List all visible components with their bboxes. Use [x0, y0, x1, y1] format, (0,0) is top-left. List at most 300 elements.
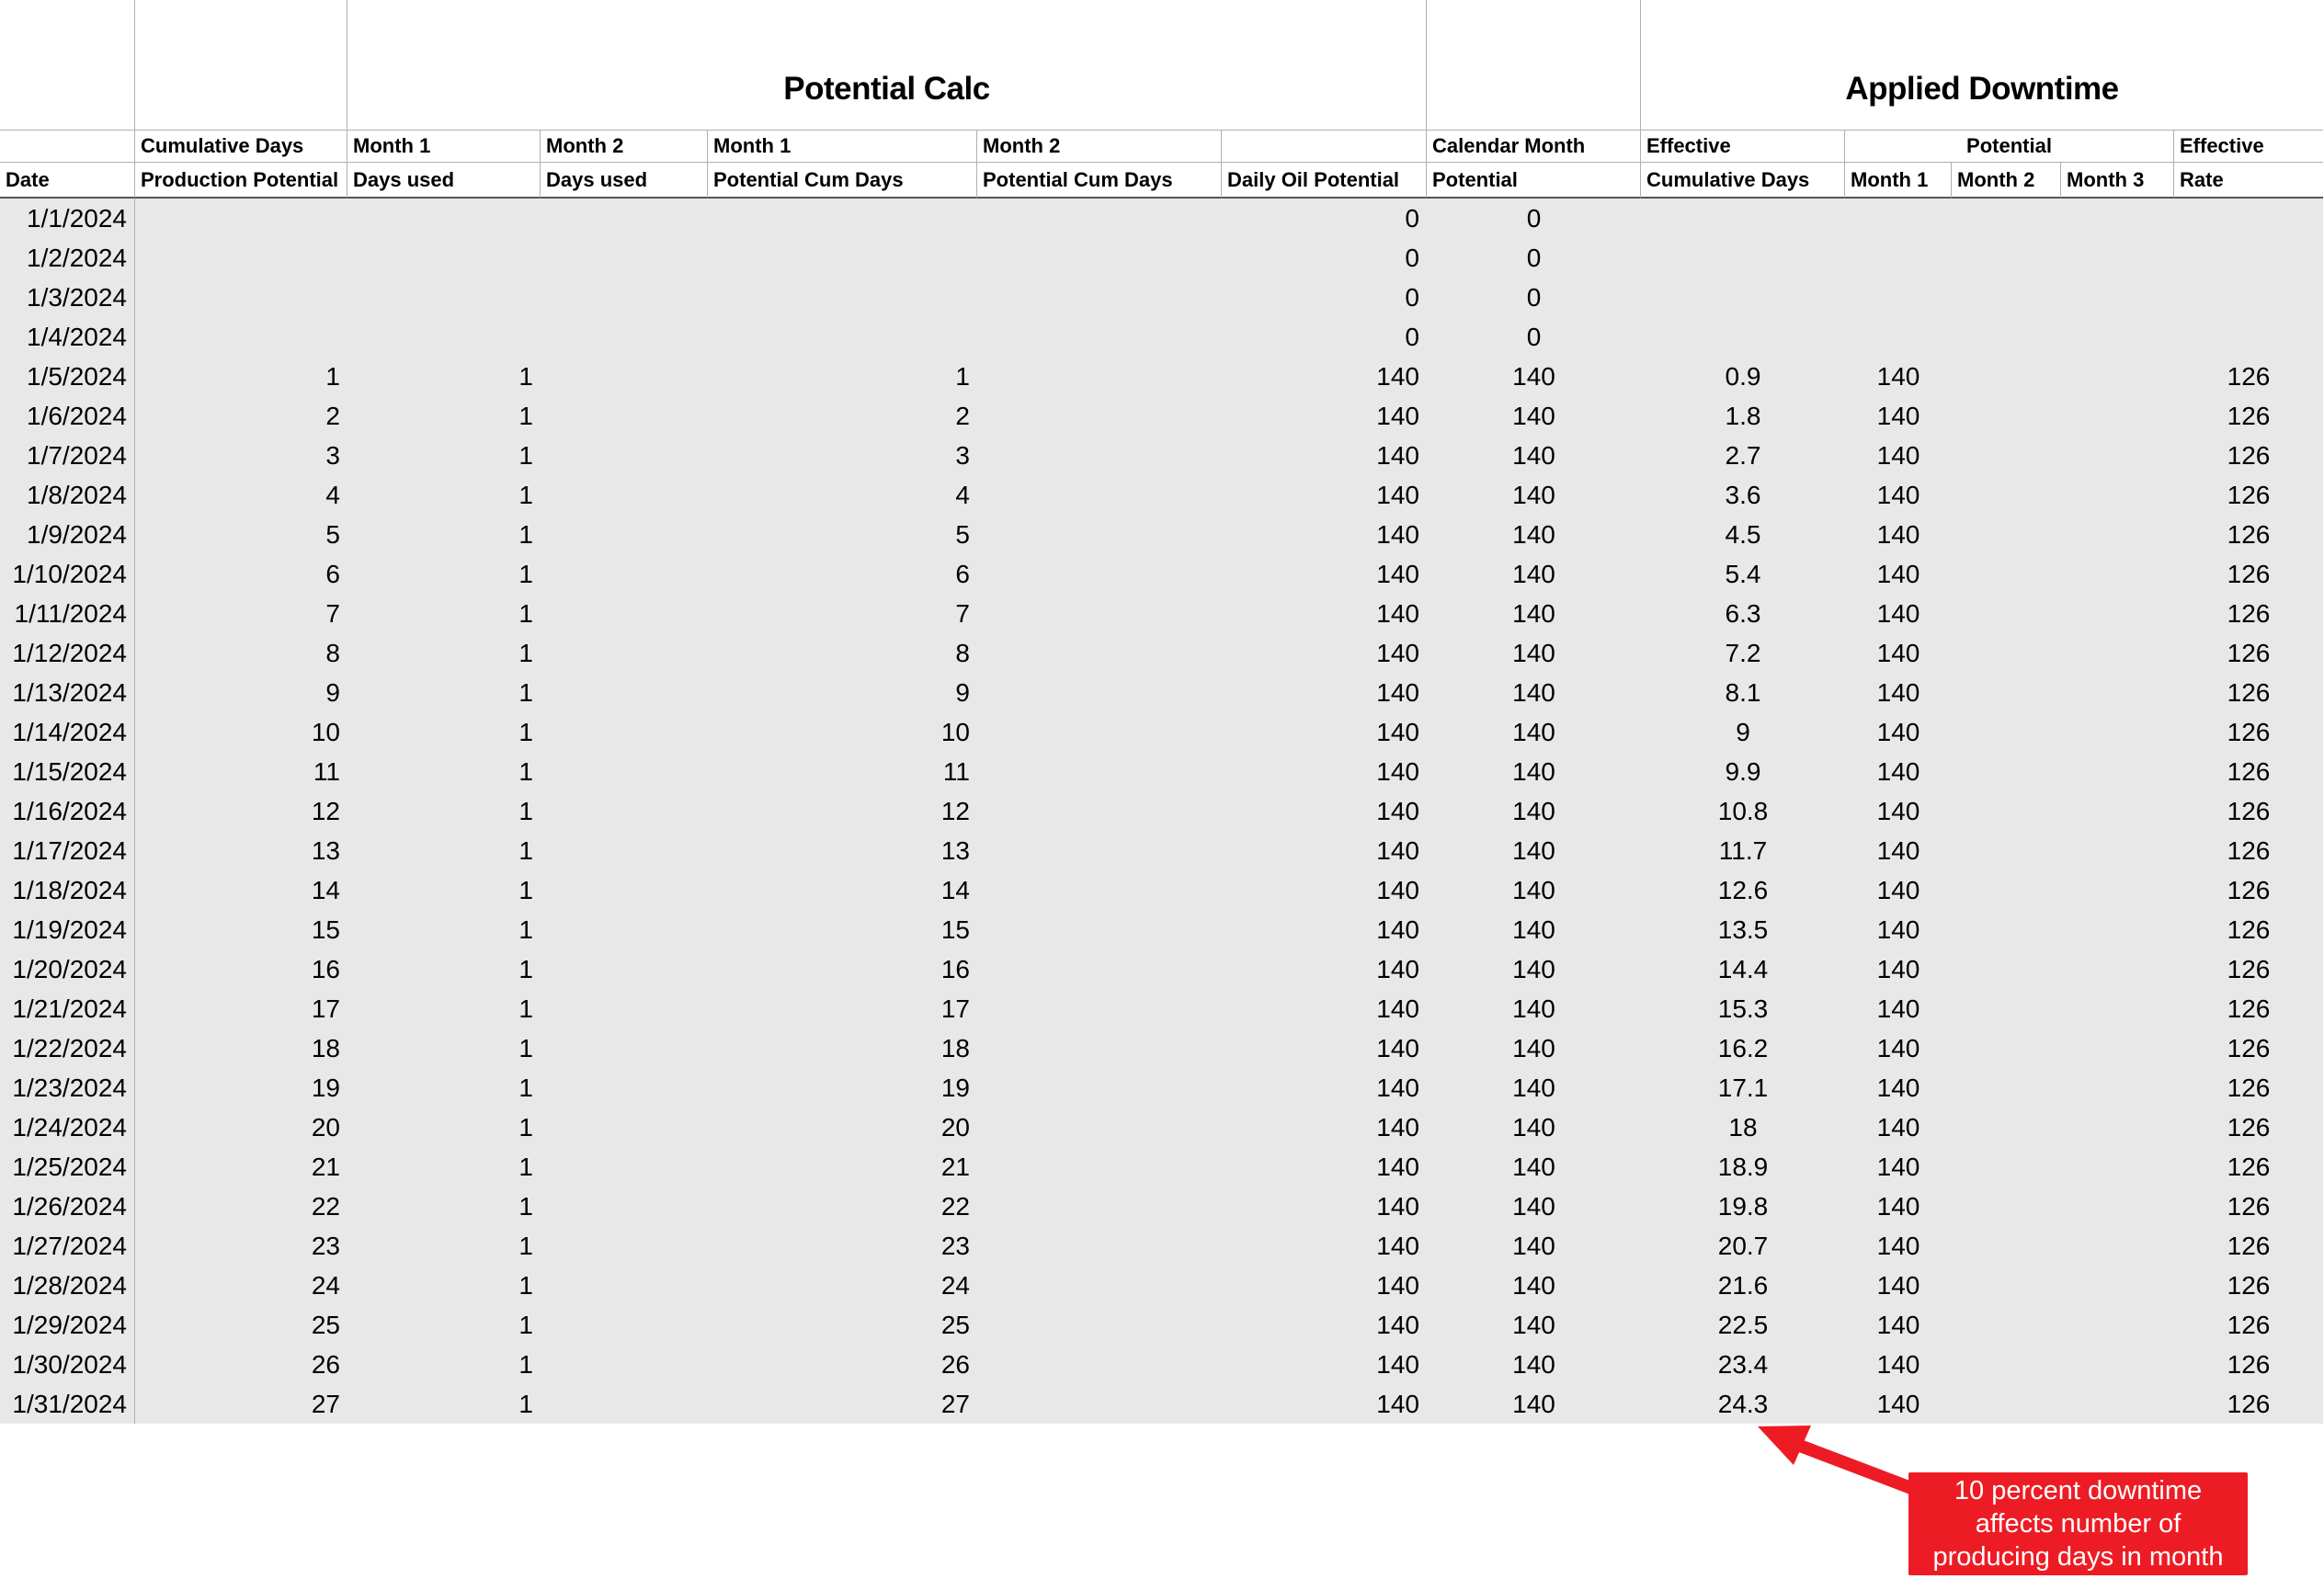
cell-2-production-potential[interactable]	[135, 278, 347, 317]
cell-22-effective-rate[interactable]: 126	[2174, 1068, 2323, 1108]
header2-month-2[interactable]: Month 2	[977, 131, 1222, 163]
cell-22-month1-days-used[interactable]: 1	[347, 1068, 541, 1108]
cell-16-month2-potential-cum-days[interactable]	[977, 831, 1222, 870]
cell-17-month2-potential-cum-days[interactable]	[977, 870, 1222, 910]
cell-7-date[interactable]: 1/8/2024	[0, 475, 135, 515]
cell-28-daily-oil-potential[interactable]: 140	[1222, 1305, 1427, 1345]
cell-11-date[interactable]: 1/12/2024	[0, 633, 135, 673]
cell-23-month1-potential-cum-days[interactable]: 20	[708, 1108, 977, 1147]
cell-30-calendar-month-potential[interactable]: 140	[1427, 1384, 1641, 1424]
cell-21-month1[interactable]: 140	[1845, 1028, 1952, 1068]
cell-0-month1-potential-cum-days[interactable]	[708, 199, 977, 238]
cell-3-effective-cumulative-days[interactable]	[1641, 317, 1845, 357]
cell-1-daily-oil-potential[interactable]: 0	[1222, 238, 1427, 278]
cell-25-month2[interactable]	[1952, 1187, 2061, 1226]
cell-20-month2[interactable]	[1952, 989, 2061, 1028]
cell-6-month1-potential-cum-days[interactable]: 3	[708, 436, 977, 475]
cell-28-month2-days-used[interactable]	[541, 1305, 708, 1345]
cell-30-month1-potential-cum-days[interactable]: 27	[708, 1384, 977, 1424]
cell-10-month1-potential-cum-days[interactable]: 7	[708, 594, 977, 633]
cell-5-effective-cumulative-days[interactable]: 1.8	[1641, 396, 1845, 436]
cell-12-month2-days-used[interactable]	[541, 673, 708, 712]
cell-29-month1-days-used[interactable]: 1	[347, 1345, 541, 1384]
cell-3-month2-days-used[interactable]	[541, 317, 708, 357]
cell-8-month2-potential-cum-days[interactable]	[977, 515, 1222, 554]
cell-9-effective-rate[interactable]: 126	[2174, 554, 2323, 594]
cell-21-date[interactable]: 1/22/2024	[0, 1028, 135, 1068]
cell-18-month2-days-used[interactable]	[541, 910, 708, 949]
cell-19-effective-rate[interactable]: 126	[2174, 949, 2323, 989]
cell-8-month3[interactable]	[2061, 515, 2174, 554]
cell-23-month2[interactable]	[1952, 1108, 2061, 1147]
cell-5-month1-potential-cum-days[interactable]: 2	[708, 396, 977, 436]
cell-22-date[interactable]: 1/23/2024	[0, 1068, 135, 1108]
header3-daily-oil-potential[interactable]: Daily Oil Potential	[1222, 163, 1427, 199]
cell-20-date[interactable]: 1/21/2024	[0, 989, 135, 1028]
cell-17-daily-oil-potential[interactable]: 140	[1222, 870, 1427, 910]
cell-7-month1[interactable]: 140	[1845, 475, 1952, 515]
header3-effective-rate[interactable]: Rate	[2174, 163, 2323, 199]
cell-21-month2[interactable]	[1952, 1028, 2061, 1068]
cell-10-month1[interactable]: 140	[1845, 594, 1952, 633]
cell-8-daily-oil-potential[interactable]: 140	[1222, 515, 1427, 554]
cell-28-month2[interactable]	[1952, 1305, 2061, 1345]
cell-17-effective-cumulative-days[interactable]: 12.6	[1641, 870, 1845, 910]
cell-3-month1-days-used[interactable]	[347, 317, 541, 357]
header2-effective[interactable]: Effective	[2174, 131, 2323, 163]
cell-21-month1-days-used[interactable]: 1	[347, 1028, 541, 1068]
cell-12-month1-days-used[interactable]: 1	[347, 673, 541, 712]
cell-15-effective-rate[interactable]: 126	[2174, 791, 2323, 831]
cell-27-month1-days-used[interactable]: 1	[347, 1266, 541, 1305]
cell-9-month3[interactable]	[2061, 554, 2174, 594]
cell-8-month1-potential-cum-days[interactable]: 5	[708, 515, 977, 554]
cell-27-month2[interactable]	[1952, 1266, 2061, 1305]
cell-20-daily-oil-potential[interactable]: 140	[1222, 989, 1427, 1028]
cell-11-production-potential[interactable]: 8	[135, 633, 347, 673]
cell-23-month1[interactable]: 140	[1845, 1108, 1952, 1147]
cell-6-effective-cumulative-days[interactable]: 2.7	[1641, 436, 1845, 475]
cell-28-month1-potential-cum-days[interactable]: 25	[708, 1305, 977, 1345]
cell-24-month1-days-used[interactable]: 1	[347, 1147, 541, 1187]
cell-7-month2-days-used[interactable]	[541, 475, 708, 515]
cell-18-effective-rate[interactable]: 126	[2174, 910, 2323, 949]
cell-20-month1-days-used[interactable]: 1	[347, 989, 541, 1028]
cell-13-effective-rate[interactable]: 126	[2174, 712, 2323, 752]
cell-7-calendar-month-potential[interactable]: 140	[1427, 475, 1641, 515]
cell-5-month2-potential-cum-days[interactable]	[977, 396, 1222, 436]
cell-30-production-potential[interactable]: 27	[135, 1384, 347, 1424]
cell-10-calendar-month-potential[interactable]: 140	[1427, 594, 1641, 633]
cell-17-month2-days-used[interactable]	[541, 870, 708, 910]
cell-21-production-potential[interactable]: 18	[135, 1028, 347, 1068]
cell-4-production-potential[interactable]: 1	[135, 357, 347, 396]
cell-4-calendar-month-potential[interactable]: 140	[1427, 357, 1641, 396]
cell-18-calendar-month-potential[interactable]: 140	[1427, 910, 1641, 949]
header2-effective[interactable]: Effective	[1641, 131, 1845, 163]
cell-30-month1-days-used[interactable]: 1	[347, 1384, 541, 1424]
cell-4-month3[interactable]	[2061, 357, 2174, 396]
cell-10-date[interactable]: 1/11/2024	[0, 594, 135, 633]
cell-23-date[interactable]: 1/24/2024	[0, 1108, 135, 1147]
cell-16-effective-rate[interactable]: 126	[2174, 831, 2323, 870]
cell-16-daily-oil-potential[interactable]: 140	[1222, 831, 1427, 870]
cell-21-month2-potential-cum-days[interactable]	[977, 1028, 1222, 1068]
cell-18-date[interactable]: 1/19/2024	[0, 910, 135, 949]
cell-9-date[interactable]: 1/10/2024	[0, 554, 135, 594]
cell-28-effective-cumulative-days[interactable]: 22.5	[1641, 1305, 1845, 1345]
cell-11-effective-rate[interactable]: 126	[2174, 633, 2323, 673]
cell-30-date[interactable]: 1/31/2024	[0, 1384, 135, 1424]
cell-0-effective-cumulative-days[interactable]	[1641, 199, 1845, 238]
cell-3-month2[interactable]	[1952, 317, 2061, 357]
cell-12-month1-potential-cum-days[interactable]: 9	[708, 673, 977, 712]
cell-6-calendar-month-potential[interactable]: 140	[1427, 436, 1641, 475]
cell-12-production-potential[interactable]: 9	[135, 673, 347, 712]
cell-8-effective-cumulative-days[interactable]: 4.5	[1641, 515, 1845, 554]
cell-19-month1-potential-cum-days[interactable]: 16	[708, 949, 977, 989]
cell-29-daily-oil-potential[interactable]: 140	[1222, 1345, 1427, 1384]
cell-15-daily-oil-potential[interactable]: 140	[1222, 791, 1427, 831]
cell-5-effective-rate[interactable]: 126	[2174, 396, 2323, 436]
cell-23-month1-days-used[interactable]: 1	[347, 1108, 541, 1147]
cell-6-month1[interactable]: 140	[1845, 436, 1952, 475]
cell-24-month2-potential-cum-days[interactable]	[977, 1147, 1222, 1187]
cell-2-effective-rate[interactable]	[2174, 278, 2323, 317]
cell-25-calendar-month-potential[interactable]: 140	[1427, 1187, 1641, 1226]
cell-17-production-potential[interactable]: 14	[135, 870, 347, 910]
cell-2-month3[interactable]	[2061, 278, 2174, 317]
cell-26-production-potential[interactable]: 23	[135, 1226, 347, 1266]
cell-2-month1[interactable]	[1845, 278, 1952, 317]
cell-25-month1[interactable]: 140	[1845, 1187, 1952, 1226]
cell-15-date[interactable]: 1/16/2024	[0, 791, 135, 831]
cell-6-month2-days-used[interactable]	[541, 436, 708, 475]
cell-5-calendar-month-potential[interactable]: 140	[1427, 396, 1641, 436]
cell-24-month1[interactable]: 140	[1845, 1147, 1952, 1187]
cell-17-month3[interactable]	[2061, 870, 2174, 910]
cell-13-month1-days-used[interactable]: 1	[347, 712, 541, 752]
header2-month-1[interactable]: Month 1	[347, 131, 541, 163]
cell-17-effective-rate[interactable]: 126	[2174, 870, 2323, 910]
cell-24-daily-oil-potential[interactable]: 140	[1222, 1147, 1427, 1187]
cell-3-month1-potential-cum-days[interactable]	[708, 317, 977, 357]
cell-1-month2[interactable]	[1952, 238, 2061, 278]
cell-28-date[interactable]: 1/29/2024	[0, 1305, 135, 1345]
cell-11-calendar-month-potential[interactable]: 140	[1427, 633, 1641, 673]
cell-4-month2-days-used[interactable]	[541, 357, 708, 396]
cell-27-month2-days-used[interactable]	[541, 1266, 708, 1305]
cell-3-effective-rate[interactable]	[2174, 317, 2323, 357]
cell-16-month3[interactable]	[2061, 831, 2174, 870]
cell-0-production-potential[interactable]	[135, 199, 347, 238]
cell-16-month1-days-used[interactable]: 1	[347, 831, 541, 870]
cell-22-month2-potential-cum-days[interactable]	[977, 1068, 1222, 1108]
cell-28-month1[interactable]: 140	[1845, 1305, 1952, 1345]
cell-6-date[interactable]: 1/7/2024	[0, 436, 135, 475]
cell-6-month2[interactable]	[1952, 436, 2061, 475]
cell-24-calendar-month-potential[interactable]: 140	[1427, 1147, 1641, 1187]
cell-30-effective-cumulative-days[interactable]: 24.3	[1641, 1384, 1845, 1424]
cell-27-effective-rate[interactable]: 126	[2174, 1266, 2323, 1305]
cell-22-effective-cumulative-days[interactable]: 17.1	[1641, 1068, 1845, 1108]
cell-22-daily-oil-potential[interactable]: 140	[1222, 1068, 1427, 1108]
cell-18-effective-cumulative-days[interactable]: 13.5	[1641, 910, 1845, 949]
header3-production-potential[interactable]: Production Potential	[135, 163, 347, 199]
cell-15-month2-potential-cum-days[interactable]	[977, 791, 1222, 831]
cell-28-effective-rate[interactable]: 126	[2174, 1305, 2323, 1345]
cell-4-daily-oil-potential[interactable]: 140	[1222, 357, 1427, 396]
cell-21-calendar-month-potential[interactable]: 140	[1427, 1028, 1641, 1068]
cell-13-production-potential[interactable]: 10	[135, 712, 347, 752]
cell-0-month2-potential-cum-days[interactable]	[977, 199, 1222, 238]
cell-19-month1[interactable]: 140	[1845, 949, 1952, 989]
cell-27-date[interactable]: 1/28/2024	[0, 1266, 135, 1305]
cell-29-production-potential[interactable]: 26	[135, 1345, 347, 1384]
cell-14-daily-oil-potential[interactable]: 140	[1222, 752, 1427, 791]
cell-26-month2[interactable]	[1952, 1226, 2061, 1266]
cell-30-month2[interactable]	[1952, 1384, 2061, 1424]
cell-5-month1-days-used[interactable]: 1	[347, 396, 541, 436]
cell-6-daily-oil-potential[interactable]: 140	[1222, 436, 1427, 475]
cell-4-month1[interactable]: 140	[1845, 357, 1952, 396]
cell-18-daily-oil-potential[interactable]: 140	[1222, 910, 1427, 949]
cell-29-date[interactable]: 1/30/2024	[0, 1345, 135, 1384]
cell-1-month2-potential-cum-days[interactable]	[977, 238, 1222, 278]
cell-11-effective-cumulative-days[interactable]: 7.2	[1641, 633, 1845, 673]
cell-5-month3[interactable]	[2061, 396, 2174, 436]
header3-month2-potential-cum-days[interactable]: Potential Cum Days	[977, 163, 1222, 199]
header2-calendar-month[interactable]: Calendar Month	[1427, 131, 1641, 163]
cell-3-month2-potential-cum-days[interactable]	[977, 317, 1222, 357]
cell-7-daily-oil-potential[interactable]: 140	[1222, 475, 1427, 515]
cell-5-month2-days-used[interactable]	[541, 396, 708, 436]
cell-30-month2-days-used[interactable]	[541, 1384, 708, 1424]
header3-month1[interactable]: Month 1	[1845, 163, 1952, 199]
cell-17-month1-potential-cum-days[interactable]: 14	[708, 870, 977, 910]
header3-month3[interactable]: Month 3	[2061, 163, 2174, 199]
cell-2-calendar-month-potential[interactable]: 0	[1427, 278, 1641, 317]
cell-19-month1-days-used[interactable]: 1	[347, 949, 541, 989]
cell-11-daily-oil-potential[interactable]: 140	[1222, 633, 1427, 673]
cell-27-month2-potential-cum-days[interactable]	[977, 1266, 1222, 1305]
cell-28-month1-days-used[interactable]: 1	[347, 1305, 541, 1345]
cell-23-effective-rate[interactable]: 126	[2174, 1108, 2323, 1147]
cell-26-month1[interactable]: 140	[1845, 1226, 1952, 1266]
cell-9-month2-potential-cum-days[interactable]	[977, 554, 1222, 594]
cell-7-effective-cumulative-days[interactable]: 3.6	[1641, 475, 1845, 515]
cell-19-calendar-month-potential[interactable]: 140	[1427, 949, 1641, 989]
cell-9-calendar-month-potential[interactable]: 140	[1427, 554, 1641, 594]
cell-14-month1-days-used[interactable]: 1	[347, 752, 541, 791]
cell-29-month2[interactable]	[1952, 1345, 2061, 1384]
cell-11-month2[interactable]	[1952, 633, 2061, 673]
cell-22-month3[interactable]	[2061, 1068, 2174, 1108]
cell-29-month1-potential-cum-days[interactable]: 26	[708, 1345, 977, 1384]
cell-2-month2-potential-cum-days[interactable]	[977, 278, 1222, 317]
cell-27-daily-oil-potential[interactable]: 140	[1222, 1266, 1427, 1305]
cell-6-month2-potential-cum-days[interactable]	[977, 436, 1222, 475]
cell-7-month1-days-used[interactable]: 1	[347, 475, 541, 515]
cell-29-calendar-month-potential[interactable]: 140	[1427, 1345, 1641, 1384]
cell-9-daily-oil-potential[interactable]: 140	[1222, 554, 1427, 594]
header3-month1-potential-cum-days[interactable]: Potential Cum Days	[708, 163, 977, 199]
header3-month2-days-used[interactable]: Days used	[541, 163, 708, 199]
cell-21-month3[interactable]	[2061, 1028, 2174, 1068]
cell-22-month2-days-used[interactable]	[541, 1068, 708, 1108]
header2-blank-0[interactable]	[0, 131, 135, 163]
header3-month2[interactable]: Month 2	[1952, 163, 2061, 199]
cell-8-date[interactable]: 1/9/2024	[0, 515, 135, 554]
cell-28-production-potential[interactable]: 25	[135, 1305, 347, 1345]
cell-5-month2[interactable]	[1952, 396, 2061, 436]
cell-10-month2-potential-cum-days[interactable]	[977, 594, 1222, 633]
cell-1-calendar-month-potential[interactable]: 0	[1427, 238, 1641, 278]
cell-14-month3[interactable]	[2061, 752, 2174, 791]
cell-16-date[interactable]: 1/17/2024	[0, 831, 135, 870]
cell-19-production-potential[interactable]: 16	[135, 949, 347, 989]
cell-1-effective-cumulative-days[interactable]	[1641, 238, 1845, 278]
cell-14-month2[interactable]	[1952, 752, 2061, 791]
cell-11-month1-potential-cum-days[interactable]: 8	[708, 633, 977, 673]
cell-28-month2-potential-cum-days[interactable]	[977, 1305, 1222, 1345]
cell-20-effective-cumulative-days[interactable]: 15.3	[1641, 989, 1845, 1028]
cell-30-daily-oil-potential[interactable]: 140	[1222, 1384, 1427, 1424]
cell-1-month1[interactable]	[1845, 238, 1952, 278]
cell-7-month3[interactable]	[2061, 475, 2174, 515]
cell-22-month2[interactable]	[1952, 1068, 2061, 1108]
cell-5-month1[interactable]: 140	[1845, 396, 1952, 436]
cell-0-month2[interactable]	[1952, 199, 2061, 238]
cell-24-date[interactable]: 1/25/2024	[0, 1147, 135, 1187]
cell-9-production-potential[interactable]: 6	[135, 554, 347, 594]
cell-2-month1-potential-cum-days[interactable]	[708, 278, 977, 317]
cell-12-effective-cumulative-days[interactable]: 8.1	[1641, 673, 1845, 712]
cell-9-month2[interactable]	[1952, 554, 2061, 594]
cell-17-month2[interactable]	[1952, 870, 2061, 910]
section-title-potential-calc[interactable]: Potential Calc	[347, 0, 1427, 131]
cell-7-effective-rate[interactable]: 126	[2174, 475, 2323, 515]
section-title-applied-downtime[interactable]: Applied Downtime	[1641, 0, 2323, 131]
cell-6-month1-days-used[interactable]: 1	[347, 436, 541, 475]
cell-7-month2[interactable]	[1952, 475, 2061, 515]
cell-12-month2[interactable]	[1952, 673, 2061, 712]
cell-27-calendar-month-potential[interactable]: 140	[1427, 1266, 1641, 1305]
cell-13-month2-days-used[interactable]	[541, 712, 708, 752]
cell-22-month1[interactable]: 140	[1845, 1068, 1952, 1108]
cell-18-month2[interactable]	[1952, 910, 2061, 949]
cell-9-month1-days-used[interactable]: 1	[347, 554, 541, 594]
cell-19-month2-potential-cum-days[interactable]	[977, 949, 1222, 989]
cell-20-effective-rate[interactable]: 126	[2174, 989, 2323, 1028]
cell-16-month2[interactable]	[1952, 831, 2061, 870]
cell-25-month1-days-used[interactable]: 1	[347, 1187, 541, 1226]
cell-25-production-potential[interactable]: 22	[135, 1187, 347, 1226]
cell-16-effective-cumulative-days[interactable]: 11.7	[1641, 831, 1845, 870]
cell-15-month1[interactable]: 140	[1845, 791, 1952, 831]
cell-17-date[interactable]: 1/18/2024	[0, 870, 135, 910]
cell-8-effective-rate[interactable]: 126	[2174, 515, 2323, 554]
cell-13-daily-oil-potential[interactable]: 140	[1222, 712, 1427, 752]
cell-29-effective-cumulative-days[interactable]: 23.4	[1641, 1345, 1845, 1384]
cell-26-calendar-month-potential[interactable]: 140	[1427, 1226, 1641, 1266]
title-cell-blank-b[interactable]	[135, 0, 347, 131]
cell-23-effective-cumulative-days[interactable]: 18	[1641, 1108, 1845, 1147]
cell-19-daily-oil-potential[interactable]: 140	[1222, 949, 1427, 989]
cell-29-month3[interactable]	[2061, 1345, 2174, 1384]
cell-21-daily-oil-potential[interactable]: 140	[1222, 1028, 1427, 1068]
cell-13-month1[interactable]: 140	[1845, 712, 1952, 752]
cell-20-month1[interactable]: 140	[1845, 989, 1952, 1028]
cell-4-month1-potential-cum-days[interactable]: 1	[708, 357, 977, 396]
cell-23-month2-days-used[interactable]	[541, 1108, 708, 1147]
cell-3-daily-oil-potential[interactable]: 0	[1222, 317, 1427, 357]
cell-9-effective-cumulative-days[interactable]: 5.4	[1641, 554, 1845, 594]
cell-14-date[interactable]: 1/15/2024	[0, 752, 135, 791]
cell-4-month2[interactable]	[1952, 357, 2061, 396]
header3-month1-days-used[interactable]: Days used	[347, 163, 541, 199]
cell-24-month1-potential-cum-days[interactable]: 21	[708, 1147, 977, 1187]
cell-15-effective-cumulative-days[interactable]: 10.8	[1641, 791, 1845, 831]
cell-23-calendar-month-potential[interactable]: 140	[1427, 1108, 1641, 1147]
header2-cumulative-days[interactable]: Cumulative Days	[135, 131, 347, 163]
cell-5-date[interactable]: 1/6/2024	[0, 396, 135, 436]
cell-16-month2-days-used[interactable]	[541, 831, 708, 870]
cell-19-month3[interactable]	[2061, 949, 2174, 989]
cell-3-month3[interactable]	[2061, 317, 2174, 357]
cell-14-month1-potential-cum-days[interactable]: 11	[708, 752, 977, 791]
cell-13-month2[interactable]	[1952, 712, 2061, 752]
cell-20-calendar-month-potential[interactable]: 140	[1427, 989, 1641, 1028]
cell-14-month2-potential-cum-days[interactable]	[977, 752, 1222, 791]
header2-month-1[interactable]: Month 1	[708, 131, 977, 163]
cell-1-date[interactable]: 1/2/2024	[0, 238, 135, 278]
cell-25-month2-potential-cum-days[interactable]	[977, 1187, 1222, 1226]
cell-3-calendar-month-potential[interactable]: 0	[1427, 317, 1641, 357]
cell-10-month3[interactable]	[2061, 594, 2174, 633]
cell-1-month1-days-used[interactable]	[347, 238, 541, 278]
cell-15-month1-days-used[interactable]: 1	[347, 791, 541, 831]
cell-9-month1-potential-cum-days[interactable]: 6	[708, 554, 977, 594]
cell-8-month2[interactable]	[1952, 515, 2061, 554]
cell-15-month1-potential-cum-days[interactable]: 12	[708, 791, 977, 831]
cell-21-effective-cumulative-days[interactable]: 16.2	[1641, 1028, 1845, 1068]
header3-effective-cumulative-days[interactable]: Cumulative Days	[1641, 163, 1845, 199]
cell-21-month1-potential-cum-days[interactable]: 18	[708, 1028, 977, 1068]
cell-19-effective-cumulative-days[interactable]: 14.4	[1641, 949, 1845, 989]
cell-20-month2-potential-cum-days[interactable]	[977, 989, 1222, 1028]
cell-8-month2-days-used[interactable]	[541, 515, 708, 554]
cell-13-month1-potential-cum-days[interactable]: 10	[708, 712, 977, 752]
cell-24-production-potential[interactable]: 21	[135, 1147, 347, 1187]
cell-12-daily-oil-potential[interactable]: 140	[1222, 673, 1427, 712]
cell-25-effective-cumulative-days[interactable]: 19.8	[1641, 1187, 1845, 1226]
cell-22-calendar-month-potential[interactable]: 140	[1427, 1068, 1641, 1108]
cell-29-month2-potential-cum-days[interactable]	[977, 1345, 1222, 1384]
cell-23-production-potential[interactable]: 20	[135, 1108, 347, 1147]
cell-7-month1-potential-cum-days[interactable]: 4	[708, 475, 977, 515]
cell-5-production-potential[interactable]: 2	[135, 396, 347, 436]
cell-11-month1-days-used[interactable]: 1	[347, 633, 541, 673]
cell-0-daily-oil-potential[interactable]: 0	[1222, 199, 1427, 238]
cell-25-daily-oil-potential[interactable]: 140	[1222, 1187, 1427, 1226]
cell-30-month1[interactable]: 140	[1845, 1384, 1952, 1424]
cell-14-effective-cumulative-days[interactable]: 9.9	[1641, 752, 1845, 791]
cell-15-month2[interactable]	[1952, 791, 2061, 831]
cell-7-month2-potential-cum-days[interactable]	[977, 475, 1222, 515]
cell-5-daily-oil-potential[interactable]: 140	[1222, 396, 1427, 436]
cell-6-effective-rate[interactable]: 126	[2174, 436, 2323, 475]
